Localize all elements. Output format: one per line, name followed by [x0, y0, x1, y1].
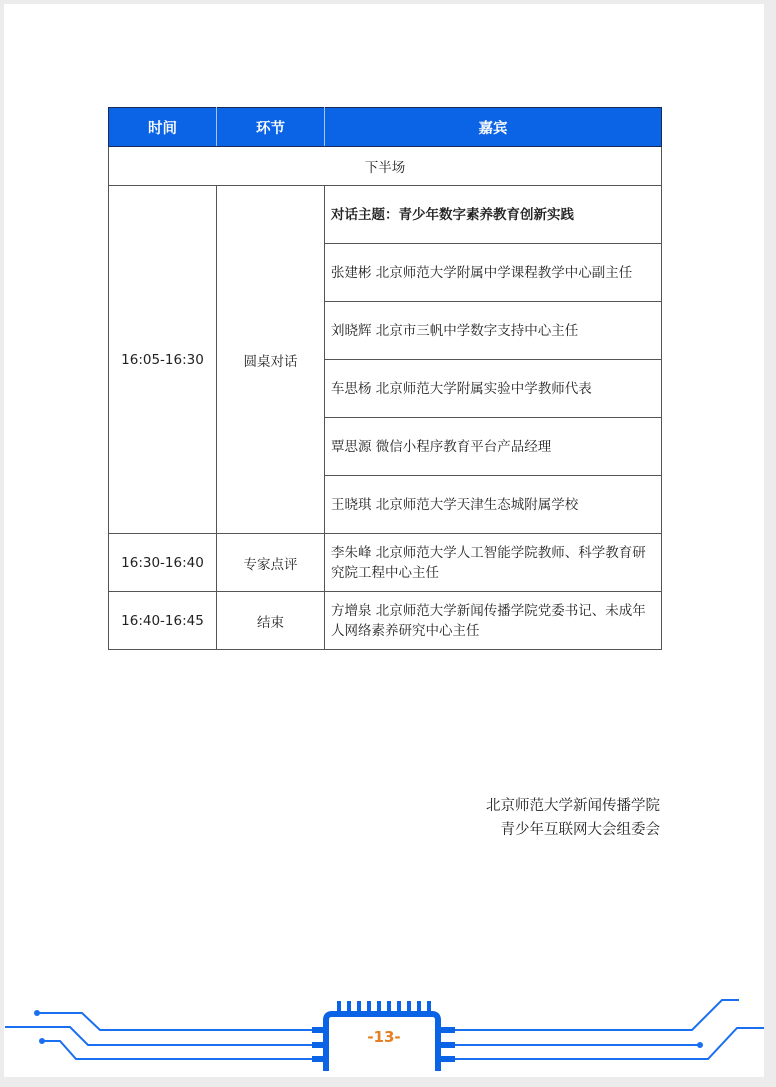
section-label: 下半场: [109, 147, 662, 186]
header-guests: 嘉宾: [325, 108, 662, 147]
table-row: [109, 592, 662, 650]
signature-line-1: 北京师范大学新闻传播学院: [486, 798, 660, 814]
header-segment: 环节: [217, 108, 325, 147]
section-row: [109, 147, 662, 186]
guest-cell: 方增泉 北京师范大学新闻传播学院党委书记、未成年人网络素养研究中心主任: [325, 592, 662, 650]
organizer-signature: [486, 794, 660, 842]
table-row: [109, 534, 662, 592]
signature-line-2: 青少年互联网大会组委会: [500, 822, 660, 838]
guest-cell: 李朱峰 北京师范大学人工智能学院教师、科学教育研究院工程中心主任: [325, 534, 662, 592]
time-cell: 16:05-16:30: [109, 186, 217, 534]
dialogue-topic: 对话主题：青少年数字素养教育创新实践: [325, 186, 662, 244]
segment-cell: 专家点评: [217, 534, 325, 592]
time-cell: 16:30-16:40: [109, 534, 217, 592]
guest-cell: 覃思源 微信小程序教育平台产品经理: [325, 418, 662, 476]
segment-cell: 结束: [217, 592, 325, 650]
table-header-row: [109, 108, 662, 147]
header-time: 时间: [109, 108, 217, 147]
schedule-table: [108, 107, 662, 650]
guest-cell: 王晓琪 北京师范大学天津生态城附属学校: [325, 476, 662, 534]
guest-cell: 刘晓辉 北京市三帆中学数字支持中心主任: [325, 302, 662, 360]
document-page: [4, 4, 764, 1077]
guest-cell: 车思杨 北京师范大学附属实验中学教师代表: [325, 360, 662, 418]
page-number: -13-: [367, 1028, 401, 1046]
segment-cell: 圆桌对话: [217, 186, 325, 534]
guest-cell: 张建彬 北京师范大学附属中学课程教学中心副主任: [325, 244, 662, 302]
table-row: [109, 186, 662, 244]
time-cell: 16:40-16:45: [109, 592, 217, 650]
